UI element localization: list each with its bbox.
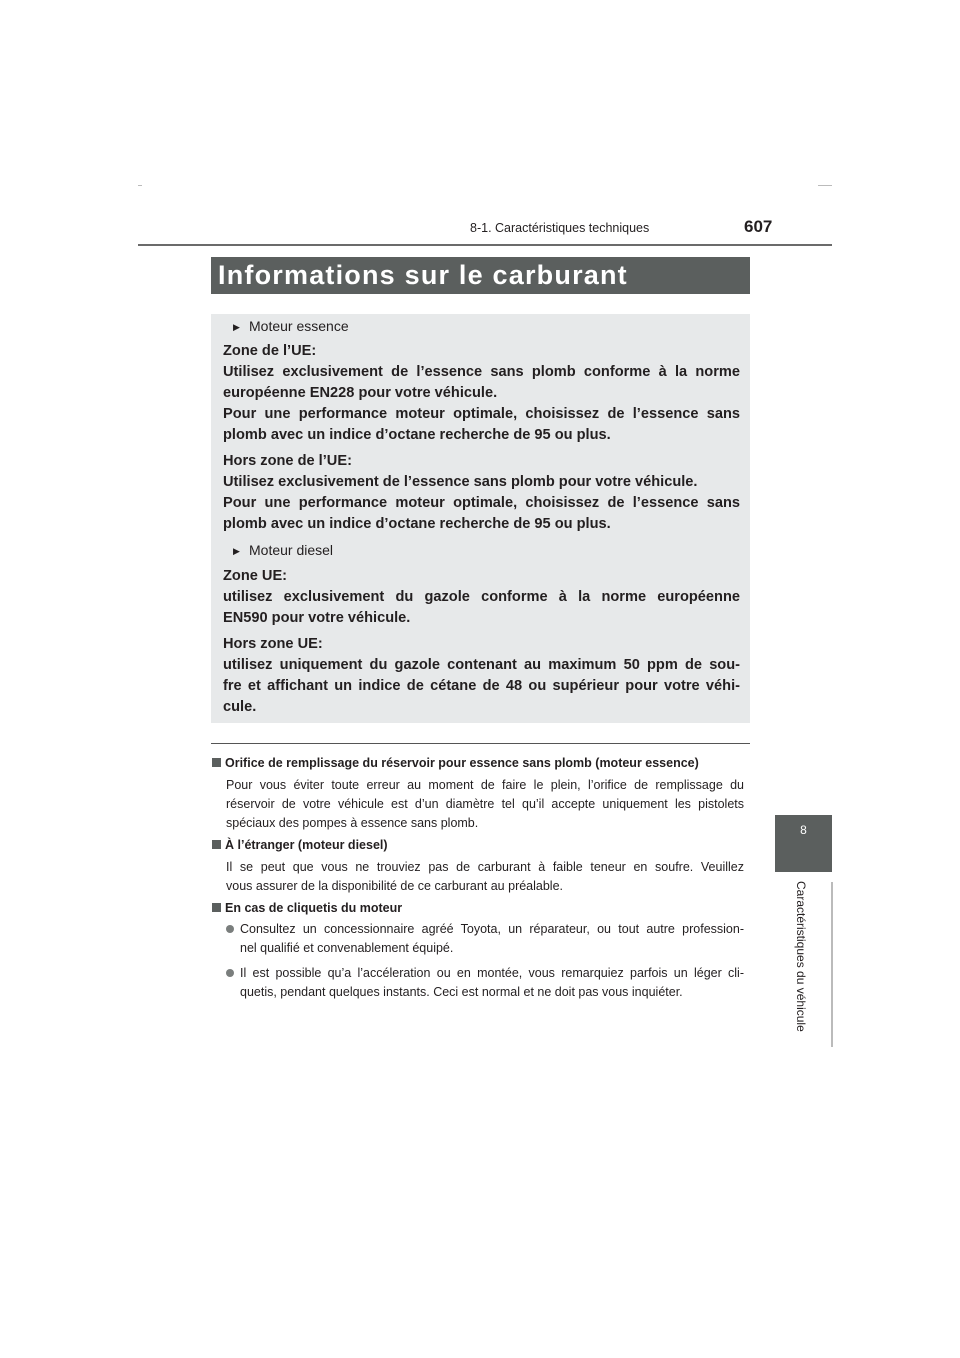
petrol-noneu-line-2: Pour une performance moteur optimale, choisissez de l’essence sans xyxy=(223,495,740,511)
petrol-noneu-heading: Hors zone de l’UE: xyxy=(223,453,352,469)
petrol-engine-label xyxy=(233,318,349,334)
note-heading-abroad xyxy=(212,838,388,852)
petrol-engine-text: Moteur essence xyxy=(249,318,349,334)
diesel-eu-line-2: EN590 pour votre véhicule. xyxy=(223,610,411,626)
petrol-eu-line-1: Utilisez exclusivement de l’essence sans plomb conforme à la norme xyxy=(223,364,740,380)
diesel-engine-text: Moteur diesel xyxy=(249,542,334,558)
note-heading-filler-neck xyxy=(212,756,699,770)
fuel-info-box xyxy=(211,314,750,723)
note-3-bullet-1-line-1: Consultez un concessionnaire agréé Toyota, un réparateur, ou tout autre profession- xyxy=(240,922,744,936)
note-heading-knocking xyxy=(212,901,402,915)
diesel-eu-line-1: utilisez exclusivement du gazole conforme à la norme européenne xyxy=(223,589,740,605)
note-3-bullet-2-line-2: quetis, pendant quelques instants. Ceci est normal et ne doit pas vous inquiéter. xyxy=(240,985,683,999)
note-heading-text: Orifice de remplissage du réservoir pour essence sans plomb (moteur essence) xyxy=(225,756,699,770)
diesel-eu-heading: Zone UE: xyxy=(223,568,288,584)
diesel-noneu-line-1: utilisez uniquement du gazole contenant au maximum 50 ppm de sou- xyxy=(223,657,740,673)
arrow-right-icon: ▶ xyxy=(233,322,240,332)
section-header: 8-1. Caractéristiques techniques xyxy=(470,221,650,235)
petrol-eu-heading: Zone de l’UE: xyxy=(223,343,317,359)
note-2-line-2: vous assurer de la disponibilité de ce carburant au préalable. xyxy=(226,879,564,893)
diesel-noneu-line-3: cule. xyxy=(223,699,257,715)
note-heading-text: En cas de cliquetis du moteur xyxy=(225,901,403,915)
title-bar xyxy=(211,257,750,294)
note-1-line-3: spéciaux des pompes à essence sans plomb. xyxy=(226,816,479,830)
note-2-line-1: Il se peut que vous ne trouviez pas de carburant à faible teneur en soufre. Veuillez xyxy=(226,860,744,874)
circle-bullet-icon xyxy=(226,925,234,933)
note-1-line-1: Pour vous éviter toute erreur au moment de faire le plein, l’orifice de remplissage du xyxy=(226,778,744,792)
header-rule xyxy=(138,244,832,246)
note-3-bullet-2-line-1: Il est possible qu’a l’accéleration ou en montée, vous remarquiez parfois un léger cli- xyxy=(240,966,744,980)
square-bullet-icon xyxy=(212,903,221,912)
crop-mark-right xyxy=(818,185,832,186)
square-bullet-icon xyxy=(212,758,221,767)
chapter-number: 8 xyxy=(800,823,807,837)
petrol-eu-line-2: européenne EN228 pour votre véhicule. xyxy=(223,385,498,401)
square-bullet-icon xyxy=(212,840,221,849)
chapter-bar xyxy=(831,882,833,1047)
petrol-noneu-line-1: Utilisez exclusivement de l’essence sans plomb pour votre véhicule. xyxy=(223,474,698,490)
petrol-eu-line-3: Pour une performance moteur optimale, choisissez de l’essence sans xyxy=(223,406,740,422)
diesel-noneu-heading: Hors zone UE: xyxy=(223,636,323,652)
chapter-tab xyxy=(775,815,832,872)
diesel-noneu-line-2: fre et affichant un indice de cétane de 48 ou supérieur pour votre véhi- xyxy=(223,678,740,694)
arrow-right-icon: ▶ xyxy=(233,546,240,556)
diesel-engine-label xyxy=(233,542,333,558)
page-title: Informations sur le carburant xyxy=(218,260,628,290)
petrol-eu-line-4: plomb avec un indice d’octane recherche de 95 ou plus. xyxy=(223,427,611,443)
petrol-noneu-line-3: plomb avec un indice d’octane recherche de 95 ou plus. xyxy=(223,516,611,532)
page-number: 607 xyxy=(744,217,773,236)
crop-mark-left xyxy=(138,185,142,186)
note-1-line-2: réservoir de votre véhicule est d’un diamètre tel qu’il accepte uniquement les pistolets xyxy=(226,797,744,811)
section-divider xyxy=(211,743,750,744)
circle-bullet-icon xyxy=(226,969,234,977)
note-3-bullet-1-line-2: nel qualifié et convenablement équipé. xyxy=(240,941,454,955)
note-heading-text: À l’étranger (moteur diesel) xyxy=(225,838,388,852)
chapter-label: Caractéristiques du véhicule xyxy=(794,881,808,1032)
